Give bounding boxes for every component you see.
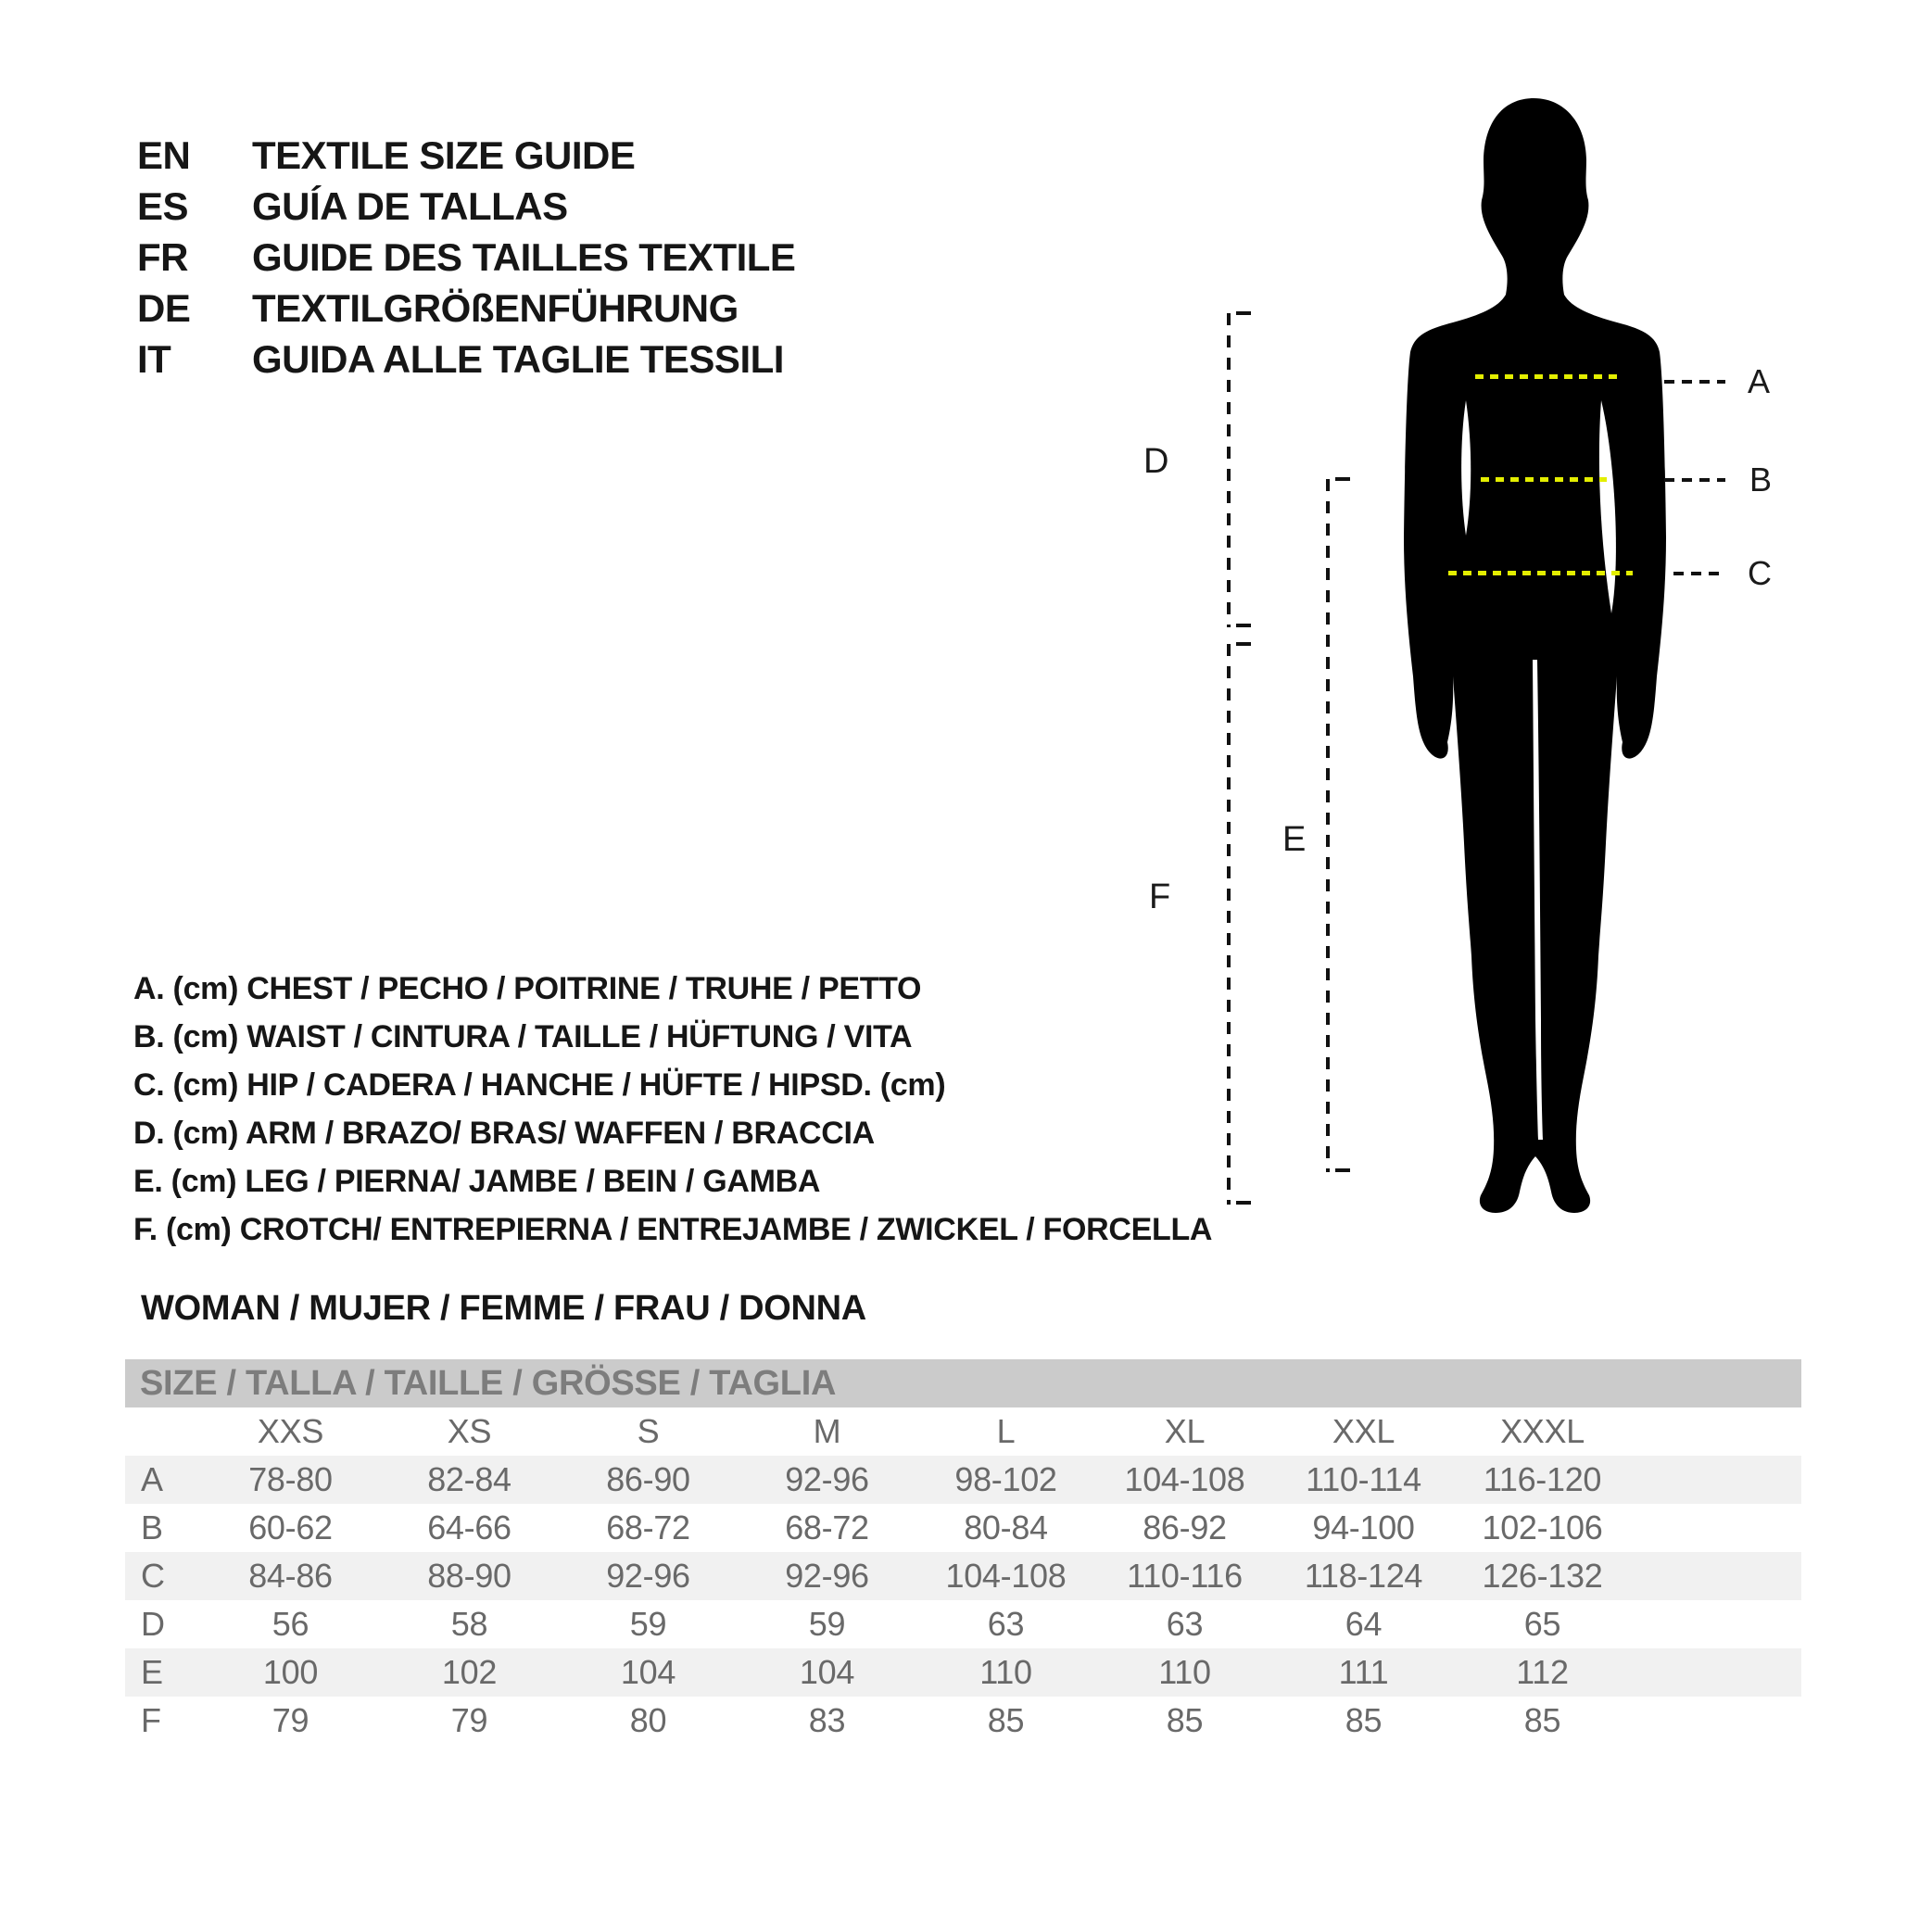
cell: 85 (1345, 1701, 1383, 1739)
crotch-measure-bottom-tick (1236, 1201, 1251, 1205)
size-col-header: XS (447, 1412, 492, 1450)
guide-title: GUÍA DE TALLAS (252, 184, 568, 228)
language-title-list (137, 130, 795, 385)
arm-measure-top-tick (1236, 311, 1251, 315)
cell: 60-62 (248, 1508, 333, 1546)
legend-item-waist: B. (cm) WAIST / CINTURA / TAILLE / HÜFTUNG / VITA (133, 1019, 913, 1054)
cell: 92-96 (606, 1557, 690, 1595)
cell: 116-120 (1483, 1460, 1602, 1498)
cell: 83 (808, 1701, 846, 1739)
table-row (125, 1456, 1801, 1504)
guide-title: GUIDE DES TAILLES TEXTILE (252, 235, 796, 279)
cell: 59 (808, 1605, 846, 1643)
cell: 78-80 (248, 1460, 333, 1498)
table-row (125, 1697, 1801, 1745)
waist-body-dash-line (1481, 477, 1607, 482)
chest-leader-dash-line (1664, 380, 1725, 384)
cell: 58 (450, 1605, 488, 1643)
size-table (125, 1359, 1801, 1745)
row-label: D (141, 1605, 165, 1643)
legend-item-chest: A. (cm) CHEST / PECHO / POITRINE / TRUHE / PETTO (133, 971, 922, 1006)
cell: 85 (1523, 1701, 1561, 1739)
cell: 82-84 (427, 1460, 511, 1498)
legend-item-crotch: F. (cm) CROTCH/ ENTREPIERNA / ENTREJAMBE / ZWICKEL / FORCELLA (133, 1212, 1213, 1247)
cell: 86-90 (606, 1460, 690, 1498)
arm-measure-line (1227, 313, 1231, 627)
cell: 102 (441, 1653, 498, 1691)
leg-measure-bottom-tick (1335, 1168, 1350, 1172)
header-filler (1632, 1407, 1801, 1456)
size-col-header: XXL (1332, 1412, 1395, 1450)
language-row (137, 130, 795, 181)
legend-item-leg: E. (cm) LEG / PIERNA/ JAMBE / BEIN / GAMBA (133, 1164, 821, 1199)
cell: 64-66 (427, 1508, 511, 1546)
cell: 85 (1166, 1701, 1204, 1739)
size-col-header: XL (1164, 1412, 1206, 1450)
legend-item-arm: D. (cm) ARM / BRAZO/ BRAS/ WAFFEN / BRACCIA (133, 1116, 875, 1151)
guide-title: GUIDA ALLE TAGLIE TESSILI (252, 337, 784, 381)
cell: 111 (1338, 1653, 1389, 1691)
leg-measure-top-tick (1335, 477, 1350, 481)
row-filler (1632, 1648, 1801, 1697)
cell: 56 (271, 1605, 309, 1643)
chest-body-dash-line (1475, 374, 1618, 379)
chest-marker-label: A (1748, 362, 1771, 400)
language-code: FR (137, 235, 188, 279)
size-table-header-row (125, 1407, 1801, 1456)
crotch-marker-label: F (1149, 877, 1171, 916)
cell: 63 (1166, 1605, 1204, 1643)
cell: 64 (1345, 1605, 1383, 1643)
language-row (137, 181, 795, 232)
row-label: E (141, 1653, 163, 1691)
table-row (125, 1600, 1801, 1648)
guide-title: TEXTILGRÖßENFÜHRUNG (252, 286, 739, 330)
waist-leader-dash-line (1664, 478, 1725, 482)
row-filler (1632, 1456, 1801, 1504)
size-col-header: M (813, 1412, 841, 1450)
crotch-measure-top-tick (1236, 642, 1251, 646)
table-row (125, 1504, 1801, 1552)
cell: 110 (979, 1653, 1032, 1691)
language-code: DE (137, 286, 191, 330)
measurement-legend (133, 965, 1212, 1254)
size-col-header: XXXL (1500, 1412, 1585, 1450)
language-code: EN (137, 133, 191, 177)
language-row (137, 334, 795, 385)
size-col-header: S (637, 1412, 660, 1450)
cell: 63 (987, 1605, 1025, 1643)
table-row (125, 1552, 1801, 1600)
language-row (137, 232, 795, 283)
cell: 126-132 (1482, 1557, 1603, 1595)
cell: 79 (271, 1701, 309, 1739)
size-col-header: XXS (257, 1412, 324, 1450)
cell: 110 (1158, 1653, 1211, 1691)
row-label: C (141, 1557, 165, 1595)
leg-marker-label: E (1282, 820, 1307, 859)
cell: 80 (629, 1701, 667, 1739)
cell: 88-90 (427, 1557, 511, 1595)
table-row (125, 1648, 1801, 1697)
cell: 79 (450, 1701, 488, 1739)
row-label: F (141, 1701, 161, 1739)
hip-marker-label: C (1748, 554, 1772, 592)
guide-title: TEXTILE SIZE GUIDE (252, 133, 636, 177)
cell: 118-124 (1304, 1557, 1423, 1595)
row-filler (1632, 1504, 1801, 1552)
header-spacer (125, 1407, 201, 1456)
cell: 86-92 (1143, 1508, 1227, 1546)
cell: 84-86 (248, 1557, 333, 1595)
row-filler (1632, 1697, 1801, 1745)
row-label: B (141, 1508, 163, 1546)
cell: 104 (799, 1653, 855, 1691)
row-label: A (141, 1460, 163, 1498)
cell: 100 (262, 1653, 319, 1691)
hip-body-dash-line (1448, 571, 1633, 575)
language-code: IT (137, 337, 171, 381)
cell: 104 (620, 1653, 676, 1691)
woman-silhouette (1381, 74, 1686, 1214)
cell: 110-116 (1127, 1557, 1243, 1595)
gender-heading: WOMAN / MUJER / FEMME / FRAU / DONNA (141, 1289, 866, 1328)
cell: 104-108 (945, 1557, 1067, 1595)
cell: 104-108 (1124, 1460, 1245, 1498)
size-table-title-band: SIZE / TALLA / TAILLE / GRÖSSE / TAGLIA (125, 1359, 1801, 1407)
cell: 68-72 (606, 1508, 690, 1546)
language-code: ES (137, 184, 189, 228)
language-row (137, 283, 795, 334)
cell: 112 (1516, 1653, 1569, 1691)
size-col-header: L (996, 1412, 1016, 1450)
leg-measure-line (1326, 479, 1330, 1172)
cell: 65 (1523, 1605, 1561, 1643)
crotch-measure-line (1227, 644, 1231, 1205)
hip-leader-dash-line (1673, 572, 1725, 575)
cell: 92-96 (785, 1460, 869, 1498)
cell: 80-84 (964, 1508, 1048, 1546)
arm-marker-label: D (1143, 442, 1169, 481)
cell: 102-106 (1482, 1508, 1603, 1546)
cell: 85 (987, 1701, 1025, 1739)
cell: 110-114 (1306, 1460, 1421, 1498)
cell: 68-72 (785, 1508, 869, 1546)
waist-marker-label: B (1749, 461, 1773, 499)
row-filler (1632, 1552, 1801, 1600)
cell: 92-96 (785, 1557, 869, 1595)
cell: 59 (629, 1605, 667, 1643)
cell: 94-100 (1312, 1508, 1415, 1546)
arm-measure-bottom-tick (1236, 624, 1251, 627)
row-filler (1632, 1600, 1801, 1648)
cell: 98-102 (954, 1460, 1057, 1498)
legend-item-hip: C. (cm) HIP / CADERA / HANCHE / HÜFTE / HIPSD. (cm) (133, 1067, 946, 1103)
